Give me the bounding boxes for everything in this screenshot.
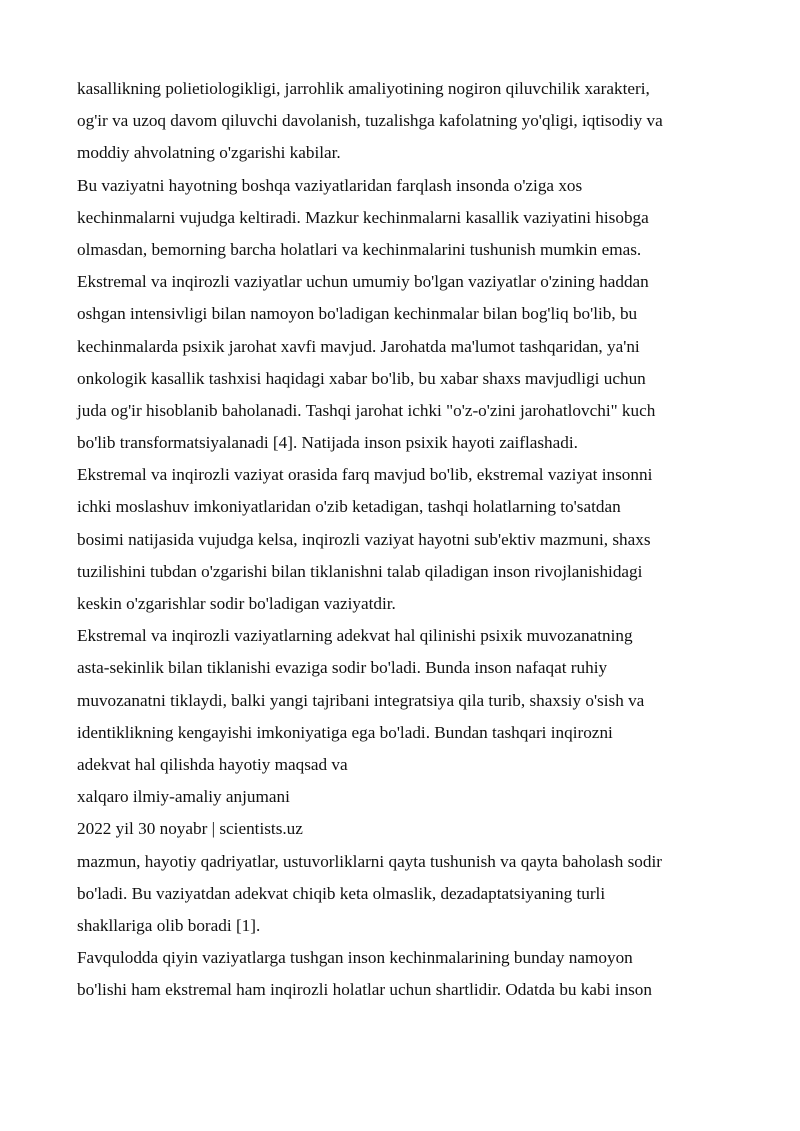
text-line: asta-sekinlik bilan tiklanishi evaziga sodir bo'ladi. Bunda inson nafaqat ruhiy <box>77 658 608 678</box>
text-line: Bu vaziyatni hayotning boshqa vaziyatlaridan farqlash insonda o'ziga xos <box>77 175 583 195</box>
text-line: Ekstremal va inqirozli vaziyat orasida farq mavjud bo'lib, ekstremal vaziyat insonni <box>77 465 653 485</box>
text-line: kasallikning polietiologikligi, jarrohlik amaliyotining nogiron qiluvchilik xarakteri, <box>77 79 650 98</box>
text-line: juda og'ir hisoblanib baholanadi. Tashqi jarohat ichki "o'z-o'zini jarohatlovchi" kuch <box>77 400 656 420</box>
body-text <box>77 73 737 1006</box>
text-line: ichki moslashuv imkoniyatlaridan o'zib ketadigan, tashqi holatlarning to'satdan <box>77 497 621 517</box>
conference-title: xalqaro ilmiy-amaliy anjumani <box>77 787 290 807</box>
text-line: Ekstremal va inqirozli vaziyatlarning adekvat hal qilinishi psixik muvozanatning <box>77 626 633 646</box>
text-line: identiklikning kengayishi imkoniyatiga ega bo'ladi. Bundan tashqari inqirozni <box>77 722 613 742</box>
text-line: bo'lib transformatsiyalanadi [4]. Natijada inson psixik hayoti zaiflashadi. <box>77 433 578 453</box>
text-line: shakllariga olib boradi [1]. <box>77 915 261 935</box>
text-line: bosimi natijasida vujudga kelsa, inqirozli vaziyat hayotni sub'ektiv mazmuni, shaxs <box>77 529 651 549</box>
text-line: og'ir va uzoq davom qiluvchi davolanish, tuzalishga kafolatning yo'qligi, iqtisodiy va <box>77 111 663 131</box>
text-line: kechinmalarni vujudga keltiradi. Mazkur kechinmalarni kasallik vaziyatini hisobga <box>77 207 649 227</box>
text-line: mazmun, hayotiy qadriyatlar, ustuvorliklarni qayta tushunish va qayta baholash sodir <box>77 851 662 871</box>
conference-date-site: 2022 yil 30 noyabr | scientists.uz <box>77 819 303 839</box>
text-line: moddiy ahvolatning o'zgarishi kabilar. <box>77 143 341 163</box>
text-line: muvozanatni tiklaydi, balki yangi tajribani integratsiya qila turib, shaxsiy o'sish va <box>77 690 645 710</box>
text-line: tuzilishini tubdan o'zgarishi bilan tiklanishni talab qiladigan inson rivojlanishidagi <box>77 561 643 581</box>
text-line: Favqulodda qiyin vaziyatlarga tushgan inson kechinmalarining bunday namoyon <box>77 948 633 968</box>
text-line: Ekstremal va inqirozli vaziyatlar uchun umumiy bo'lgan vaziyatlar o'zining haddan <box>77 272 649 292</box>
text-line: keskin o'zgarishlar sodir bo'ladigan vaziyatdir. <box>77 594 396 613</box>
text-line: bo'lishi ham ekstremal ham inqirozli holatlar uchun shartlidir. Odatda bu kabi inson <box>77 980 652 1000</box>
text-line: oshgan intensivligi bilan namoyon bo'ladigan kechinmalar bilan bog'liq bo'lib, bu <box>77 304 638 324</box>
text-line: bo'ladi. Bu vaziyatdan adekvat chiqib keta olmaslik, dezadaptatsiyaning turli <box>77 883 606 903</box>
text-line: onkologik kasallik tashxisi haqidagi xabar bo'lib, bu xabar shaxs mavjudligi uchun <box>77 368 646 388</box>
text-line: kechinmalarda psixik jarohat xavfi mavjud. Jarohatda ma'lumot tashqaridan, ya'ni <box>77 336 640 356</box>
text-line: olmasdan, bemorning barcha holatlari va kechinmalarini tushunish mumkin emas. <box>77 239 642 259</box>
text-line: adekvat hal qilishda hayotiy maqsad va <box>77 754 348 774</box>
